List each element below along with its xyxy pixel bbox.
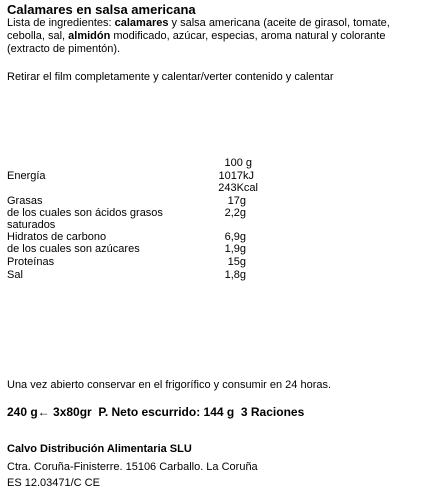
nutrition-value-energy-kcal: 243Kcal [218, 182, 258, 194]
nutrition-value-carbs: 6,9g [224, 231, 246, 243]
nutrition-per-header: 100 g [224, 157, 252, 169]
company-address: Ctra. Coruña-Finisterre. 15106 Carballo. La Coruña [7, 461, 258, 473]
allergen-almidon: almidón [68, 30, 111, 42]
net-weight-line: 240 g← 3x80gr P. Neto escurrido: 144 g 3 Raciones [7, 405, 305, 419]
nutrition-value-salt: 1,8g [224, 269, 246, 281]
nutrition-label-sugars: de los cuales son azúcares [7, 243, 140, 255]
nutrition-value-saturated: 2,2g [224, 207, 246, 219]
preparation-instructions: Retirar el film completamente y calentar/verter contenido y calentar [7, 71, 334, 83]
ingredients-text: modificado, azúcar, especias, aroma natural y colorante (extracto de pimentón). [7, 30, 386, 55]
nutrition-label-saturated: de los cuales son ácidos grasos [7, 207, 163, 219]
ingredients-list [7, 17, 417, 56]
nutrition-value-sugars: 1,9g [224, 243, 246, 255]
nutrition-label-carbs: Hidratos de carbono [7, 231, 107, 243]
nutrition-value-energy-kj: 1017kJ [218, 170, 254, 182]
health-registry-code: ES 12.03471/C CE [7, 477, 100, 489]
ingredients-text: y salsa americana (aceite de girasol, tomate, cebolla, sal, [7, 17, 390, 42]
nutrition-label-fat: Grasas [7, 195, 43, 207]
product-title: Calamares en salsa americana [7, 2, 196, 17]
nutrition-label-energy: Energía [7, 170, 46, 182]
nutrition-value-fat: 17g [227, 195, 246, 207]
nutrition-label-protein: Proteínas [7, 256, 55, 268]
allergen-calamares: calamares [114, 17, 169, 29]
ingredients-text: Lista de ingredientes: [7, 17, 115, 29]
nutrition-label-saturated-cont: saturados [7, 219, 56, 231]
storage-instructions: Una vez abierto conservar en el frigorífico y consumir en 24 horas. [7, 379, 332, 391]
nutrition-label-salt: Sal [7, 269, 23, 281]
company-name: Calvo Distribución Alimentaria SLU [7, 443, 192, 455]
nutrition-value-protein: 15g [227, 256, 246, 268]
